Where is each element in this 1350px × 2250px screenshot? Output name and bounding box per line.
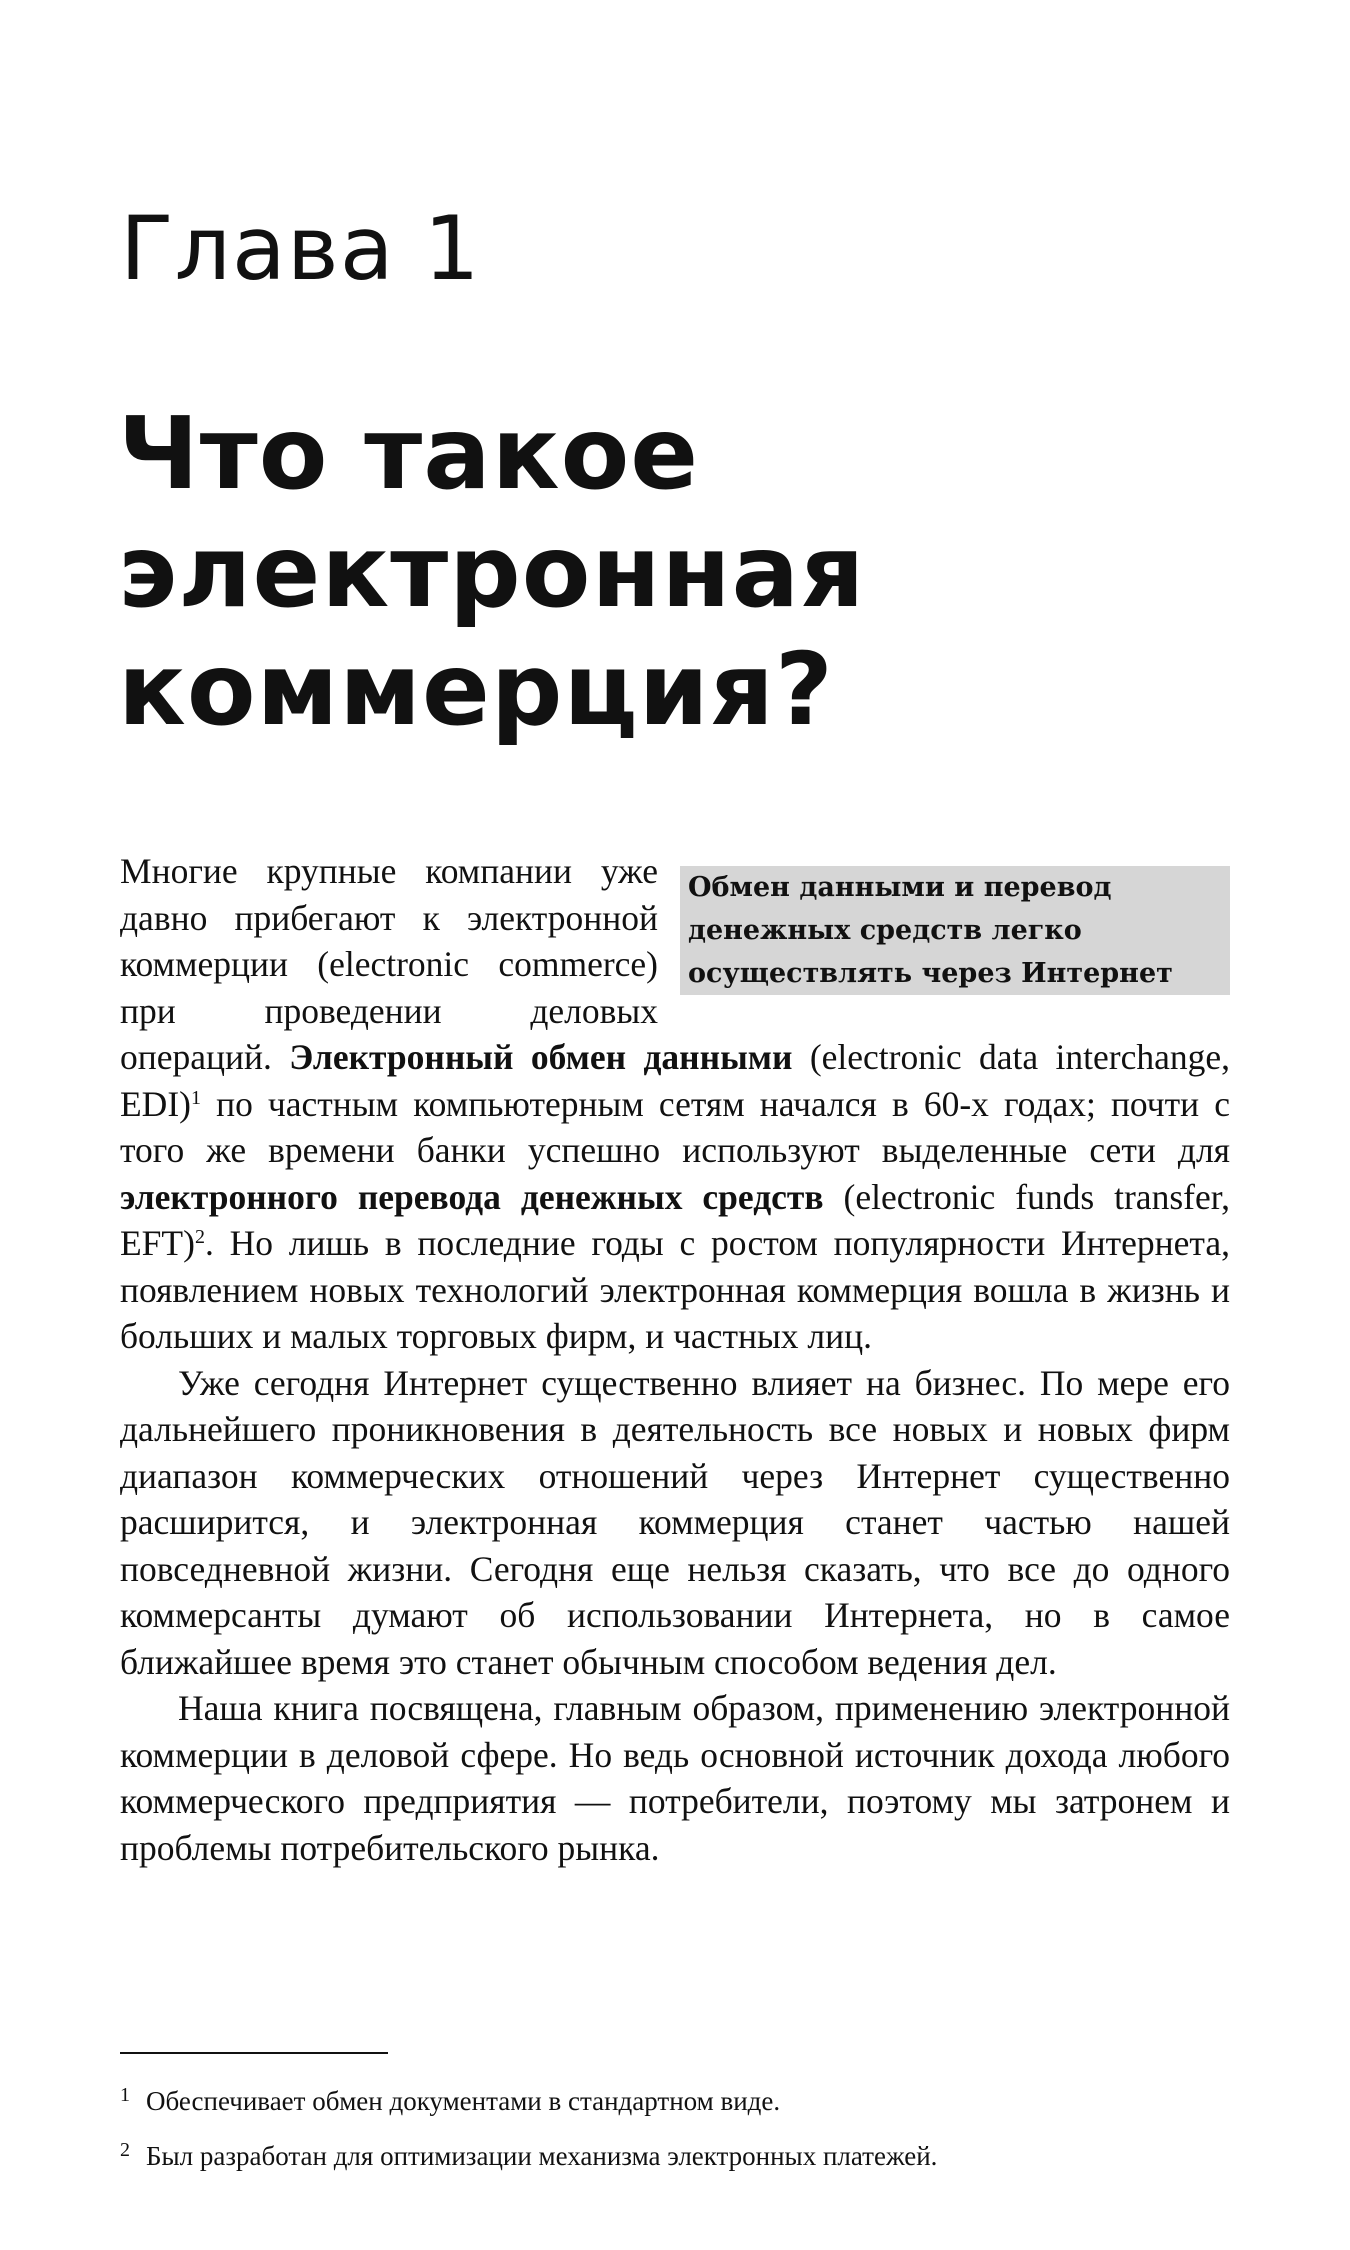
body-text (120, 848, 1230, 1871)
footnotes (120, 2078, 1220, 2188)
footnote-ref-2: 2 (194, 1226, 205, 1248)
paragraph-3: Наша книга посвящена, главным образом, применению электронной коммерции в деловой сфере. Но ведь основной источник дохода любого коммерческого предприятия — потребители, поэтому мы затронем и проблемы потребительского рынка. (120, 1688, 1230, 1868)
footnote-number: 1 (120, 2084, 130, 2106)
footnote-text: Был разработан для оптимизации механизма электронных платежей. (146, 2141, 938, 2171)
paragraph-1-part-3: по частным компьютерным сетям начался в 60-х годах; почти с того же времени банки успешно используют выделенные сети для (120, 1083, 1230, 1170)
footnote-ref-1: 1 (190, 1086, 201, 1109)
paragraph-1-part-2: (electronic data interchange, EDI) (120, 1037, 1230, 1124)
sidebar-callout: Обмен данными и перевод денежных средств легко осуществлять через Интернет (680, 866, 1230, 995)
chapter-label: Глава 1 (120, 197, 481, 300)
footnote-2 (120, 2133, 1220, 2173)
paragraph-1-part-4: (electronic funds transfer, EFT) (120, 1176, 1230, 1263)
paragraph-1-part-5: . Но лишь в последние годы с ростом популярности Интернета, появлением новых технологий электронная коммерция вошла в жизнь и больших и малых торговых фирм, и частных лиц. (120, 1223, 1230, 1356)
paragraph-1 (120, 848, 1230, 1360)
footnote-number: 2 (120, 2139, 130, 2161)
footnote-divider (120, 2052, 388, 2054)
term-eft: электронного перевода денежных средств (120, 1176, 824, 1217)
footnote-text: Обеспечивает обмен документами в стандартном виде. (146, 2086, 781, 2116)
footnote-1 (120, 2078, 1220, 2118)
paragraph-1-part-1: Многие крупные компании уже давно прибегают к электронной коммерции (electronic commerce) при проведении деловых операций. (120, 851, 658, 1077)
term-edi: Электронный обмен данными (289, 1037, 793, 1077)
paragraph-2: Уже сегодня Интернет существенно влияет на бизнес. По мере его дальнейшего проникновения в деятельность все новых и новых фирм диапазон коммерческих отношений через Интернет существенно расширится, и электронная коммерция станет частью нашей повседневной жизни. Сегодня еще нельзя сказать, что все до одного коммерсанты думают об использовании Интернета, но в самое ближайшее время это станет обычным способом ведения дел. (120, 1362, 1230, 1682)
chapter-title: Что такое электронная коммерция? (118, 395, 866, 748)
